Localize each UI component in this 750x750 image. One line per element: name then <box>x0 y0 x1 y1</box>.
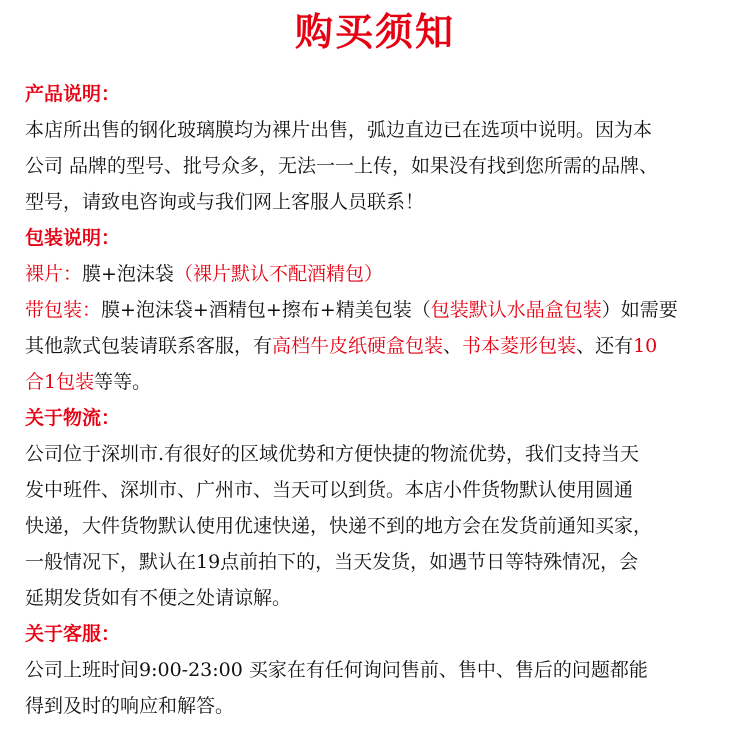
kraft-box-option: 高档牛皮纸硬盒包装 <box>272 335 444 357</box>
product-heading: 产品说明： <box>25 83 121 105</box>
product-line-1: 本店所出售的钢化玻璃膜均为裸片出售，弧边直边已在选项中说明。因为本 <box>25 119 653 141</box>
book-rhombus-option: 书本菱形包装 <box>462 335 577 357</box>
service-line-1: 公司上班时间9:00-23:00 买家在有任何询问售前、售中、售后的问题都能 <box>25 659 648 681</box>
packaging-line-4 <box>25 364 730 400</box>
boxed-text-end: ）如需要 <box>601 299 678 321</box>
product-line-2: 公司 品牌的型号、批号众多，无法一一上传，如果没有找到您所需的品牌、 <box>25 155 659 177</box>
service-heading: 关于客服： <box>25 623 121 645</box>
service-line-2: 得到及时的响应和解答。 <box>25 695 235 717</box>
boxed-text: 膜+泡沫袋+酒精包+擦布+精美包装（ <box>101 299 431 321</box>
product-line-3: 型号，请致电咨询或与我们网上客服人员联系！ <box>25 191 425 213</box>
packaging-boxed-line <box>25 292 730 328</box>
ten-in-one-option: 合1包装 <box>25 371 95 393</box>
logistics-line-1: 公司位于深圳市.有很好的区域优势和方便快捷的物流优势，我们支持当天 <box>25 443 640 465</box>
notice-content <box>25 76 730 724</box>
logistics-line-2: 发中班件、深圳市、广州市、当天可以到货。本店小件货物默认使用圆通 <box>25 479 634 501</box>
logistics-line-5: 延期发货如有不便之处请谅解。 <box>25 587 292 609</box>
packaging-line3-b: 、 <box>443 335 463 357</box>
bare-text: 膜+泡沫袋 <box>82 263 174 285</box>
packaging-line4-text: 等等。 <box>94 371 152 393</box>
logistics-line-3: 快递，大件货物默认使用优速快递，快递不到的地方会在发货前通知买家， <box>25 515 653 537</box>
bare-note: （裸片默认不配酒精包） <box>173 263 383 285</box>
logistics-line-4: 一般情况下，默认在19点前拍下的，当天发货，如遇节日等特殊情况，会 <box>25 551 639 573</box>
packaging-line3-c: 、还有 <box>576 335 634 357</box>
page-title: 购买须知 <box>294 9 455 54</box>
boxed-label: 带包装： <box>25 299 102 321</box>
ten-in-one-prefix: 10 <box>633 335 658 357</box>
boxed-note: 包装默认水晶盒包装 <box>430 299 602 321</box>
packaging-line3-a: 其他款式包装请联系客服，有 <box>25 335 273 357</box>
bare-label: 裸片： <box>25 263 83 285</box>
logistics-heading: 关于物流： <box>25 407 121 429</box>
packaging-heading: 包装说明： <box>25 227 121 249</box>
packaging-line-3 <box>25 328 730 364</box>
packaging-bare-line <box>25 256 730 292</box>
